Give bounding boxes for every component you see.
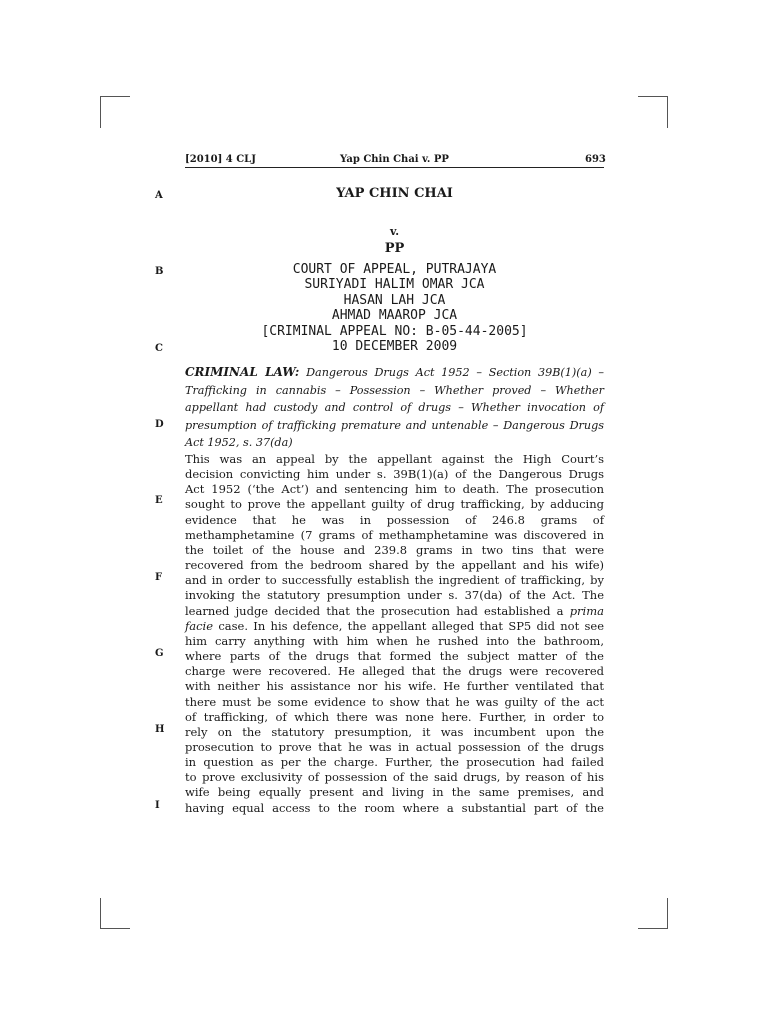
court-line: SURIYADI HALIM OMAR JCA (304, 277, 485, 293)
crop-mark-bottom-left-h (100, 928, 130, 929)
margin-letter-a: A (155, 190, 163, 201)
crop-mark-top-left-h (100, 96, 130, 97)
court-details (185, 262, 604, 354)
crop-mark-bottom-right-h (638, 928, 668, 929)
crop-mark-bottom-left-v (100, 898, 101, 929)
headnote-line: facie case. In his defence, the appellant alleged that SP5 did not see (185, 618, 604, 633)
header-case-name: Yap Chin Chai v. PP (340, 154, 449, 165)
margin-letter-i: I (155, 800, 160, 811)
case-respondent: PP (384, 241, 405, 256)
margin-letter-b: B (155, 266, 164, 277)
case-appellant: YAP CHIN CHAI (336, 186, 453, 201)
crop-mark-top-right-v (667, 96, 668, 128)
margin-letter-e: E (155, 495, 163, 506)
headnote-line: decision convicting him under s. 39B(1)(a) of the Dangerous Drugs (185, 467, 604, 482)
margin-letter-f: F (155, 572, 163, 583)
headnote-line: prosecution to prove that he was in actual possession of the drugs (185, 739, 604, 754)
margin-letter-d: D (155, 419, 164, 430)
headnote-line: methamphetamine (7 grams of methamphetamine was discovered in (185, 527, 604, 542)
catchwords (185, 364, 604, 452)
margin-letter-h: H (155, 724, 165, 735)
headnote-line: him carry anything with him when he rushed into the bathroom, (185, 633, 604, 648)
court-line: HASAN LAH JCA (343, 292, 446, 308)
margin-letter-c: C (155, 343, 163, 354)
headnote-line: and in order to successfully establish the ingredient of trafficking, by (185, 573, 604, 588)
headnote-line: Act 1952 (‘the Act’) and sentencing him to death. The prosecution (185, 482, 604, 497)
court-line: [CRIMINAL APPEAL NO: B-05-44-2005] (261, 323, 528, 339)
header-page-number: 693 (585, 154, 606, 165)
court-line: COURT OF APPEAL, PUTRAJAYA (292, 262, 497, 277)
margin-letter-g: G (155, 648, 164, 659)
crop-mark-top-right-h (638, 96, 668, 97)
crop-mark-top-left-v (100, 96, 101, 128)
headnote-line: where parts of the drugs that formed the subject matter of the (185, 649, 604, 664)
headnote-line: sought to prove the appellant guilty of drug trafficking, by adducing (185, 497, 604, 512)
header-citation: [2010] 4 CLJ (185, 154, 256, 165)
headnote-line: evidence that he was in possession of 246.8 grams of (185, 512, 604, 527)
headnote-line: of trafficking, of which there was none here. Further, in order to (185, 709, 604, 724)
catchwords-heading: CRIMINAL LAW: (185, 365, 300, 379)
headnote-line: to prove exclusivity of possession of the said drugs, by reason of his (185, 770, 604, 785)
headnote-line: charge were recovered. He alleged that the drugs were recovered (185, 664, 604, 679)
headnote-line: This was an appeal by the appellant against the High Court’s (185, 452, 604, 466)
headnote-line: with neither his assistance nor his wife. He further ventilated that (185, 679, 604, 694)
headnote-line: there must be some evidence to show that he was guilty of the act (185, 694, 604, 709)
headnote-line: having equal access to the room where a substantial part of the (185, 800, 604, 815)
headnote-line: recovered from the bedroom shared by the appellant and his wife) (185, 558, 604, 573)
headnote-line: in question as per the charge. Further, the prosecution had failed (185, 755, 604, 770)
headnote-line: learned judge decided that the prosecution had established a prima (185, 603, 604, 618)
case-versus: v. (389, 225, 400, 238)
court-line: AHMAD MAAROP JCA (331, 308, 458, 324)
headnote-line: the toilet of the house and 239.8 grams in two tins that were (185, 542, 604, 557)
catchwords-text: Dangerous Drugs Act 1952 – Section 39B(1)(a) – Trafficking in cannabis – Possession – Whether proved – Whether appellant had custody and control of drugs – Whether invocation of presumption of trafficking premature and untenable – Dangerous Drugs Act 1952, s. 37(da) (185, 366, 605, 450)
court-line: 10 DECEMBER 2009 (331, 339, 458, 355)
headnote-line: invoking the statutory presumption under s. 37(da) of the Act. The (185, 588, 604, 603)
headnote-line: wife being equally present and living in the same premises, and (185, 785, 604, 800)
crop-mark-bottom-right-v (667, 898, 668, 929)
headnote-paragraph (185, 452, 604, 816)
header-rule (185, 167, 604, 168)
headnote-line: rely on the statutory presumption, it was incumbent upon the (185, 724, 604, 739)
